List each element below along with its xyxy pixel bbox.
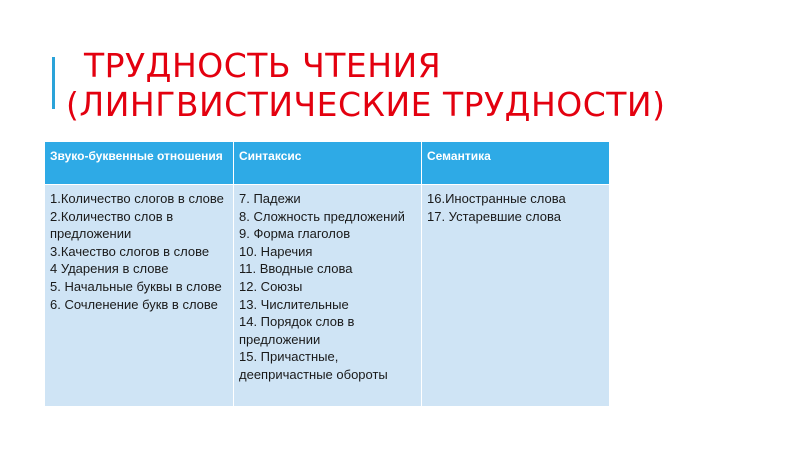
list-item: 3.Качество слогов в слове (50, 243, 210, 259)
list-item: 7. Падежи (239, 191, 301, 206)
cell-sound-letter (45, 185, 234, 407)
list-item: 10. Наречия (239, 243, 313, 259)
cell-syntax (234, 185, 422, 407)
list-item: 16.Иностранные слова (427, 191, 566, 206)
list-item: 15. Причастные, деепричастные обороты (239, 349, 388, 382)
cell-semantics (422, 185, 610, 407)
header-syntax: Синтаксис (234, 142, 422, 185)
list-item: 13. Числительные (239, 296, 349, 312)
list-item: 6. Сочленение букв в слове (50, 296, 218, 312)
slide-title (66, 46, 666, 124)
list-item: 2.Количество слов в предложении (50, 208, 174, 242)
header-sound-letter: Звуко-буквенные отношения (45, 142, 234, 185)
table-row (45, 185, 610, 407)
title-line-1: ТРУДНОСТЬ ЧТЕНИЯ (84, 46, 442, 85)
list-item: 8. Сложность предложений (239, 208, 405, 224)
title-accent-bar (52, 57, 55, 109)
list-item: 5. Начальные буквы в слове (50, 278, 222, 294)
difficulties-table (44, 141, 610, 407)
title-line-2: (ЛИНГВИСТИЧЕСКИЕ ТРУДНОСТИ) (66, 85, 666, 124)
list-item: 12. Союзы (239, 278, 303, 294)
header-semantics: Семантика (422, 142, 610, 185)
list-item: 4 Ударения в слове (50, 261, 169, 277)
list-item: 17. Устаревшие слова (427, 208, 561, 224)
list-item: 14. Порядок слов в предложении (239, 314, 355, 347)
list-item: 9. Форма глаголов (239, 226, 351, 242)
list-item: 1.Количество слогов в слове (50, 191, 224, 206)
list-item: 11. Вводные слова (239, 261, 353, 277)
table-header-row (45, 142, 610, 185)
